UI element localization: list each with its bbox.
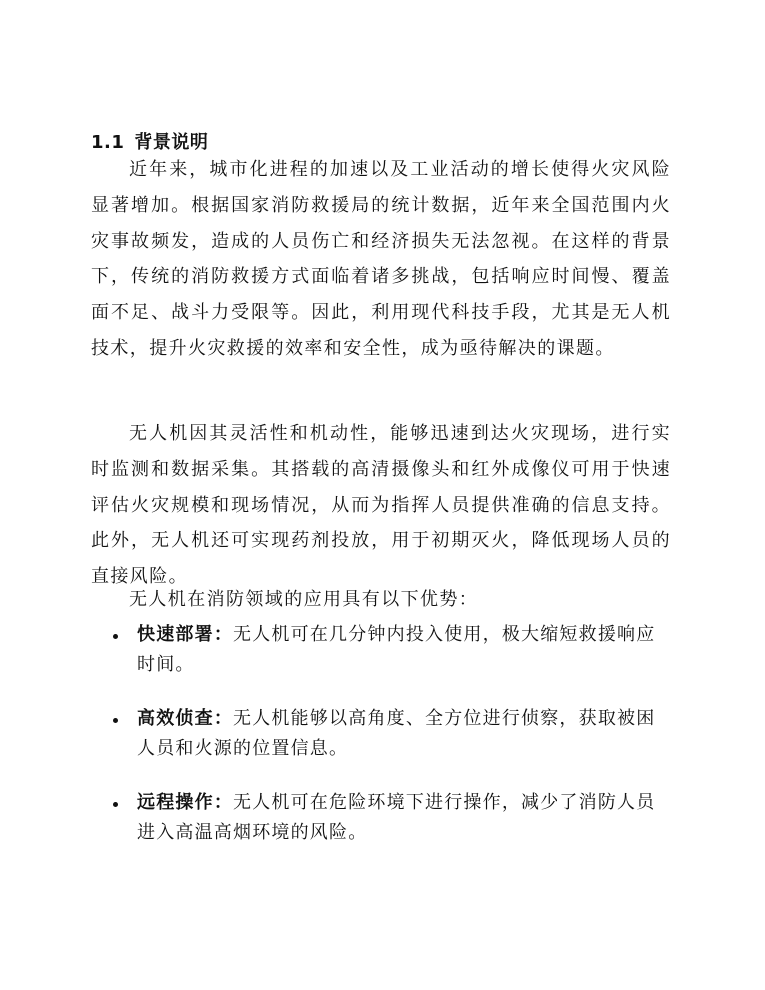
advantage-separator: ： (213, 708, 234, 729)
bullet-dot-icon (113, 634, 118, 639)
advantage-text (137, 788, 661, 848)
advantage-separator: ： (213, 792, 234, 813)
advantage-description: 无人机可在几分钟内投入使用，极大缩短救援响应时间。 (137, 624, 656, 675)
advantage-text (137, 704, 661, 764)
paragraph-fire-risk-background: 近年来，城市化进程的加速以及工业活动的增长使得火灾风险显著增加。根据国家消防救援局的统计数据，近年来全国范围内火灾事故频发，造成的人员伤亡和经济损失无法忽视。在这样的背景下，传统的消防救援方式面临着诸多挑战，包括响应时间慢、覆盖面不足、战斗力受限等。因此，利用现代科技手段，尤其是无人机技术，提升火灾救援的效率和安全性，成为亟待解决的课题。 (91, 159, 671, 359)
advantage-description: 无人机能够以高角度、全方位进行侦察，获取被困人员和火源的位置信息。 (137, 708, 656, 759)
advantage-term: 快速部署 (137, 624, 214, 645)
bullet-dot-icon (113, 718, 118, 723)
section-title: 背景说明 (134, 131, 209, 153)
advantage-term: 高效侦查 (137, 708, 214, 729)
bullet-dot-icon (113, 802, 118, 807)
advantage-description: 无人机可在危险环境下进行操作，减少了消防人员进入高温高烟环境的风险。 (137, 792, 656, 843)
advantage-term: 远程操作 (137, 792, 214, 813)
advantage-text (137, 620, 661, 680)
paragraph-advantages-intro: 无人机在消防领域的应用具有以下优势： (129, 589, 479, 610)
section-number: 1.1 (91, 131, 125, 153)
advantage-separator: ： (213, 624, 234, 645)
paragraph-drone-capabilities: 无人机因其灵活性和机动性，能够迅速到达火灾现场，进行实时监测和数据采集。其搭载的高清摄像头和红外成像仪可用于快速评估火灾规模和现场情况，从而为指挥人员提供准确的信息支持。此外，无人机还可实现药剂投放，用于初期灭火，降低现场人员的直接风险。 (91, 423, 671, 588)
